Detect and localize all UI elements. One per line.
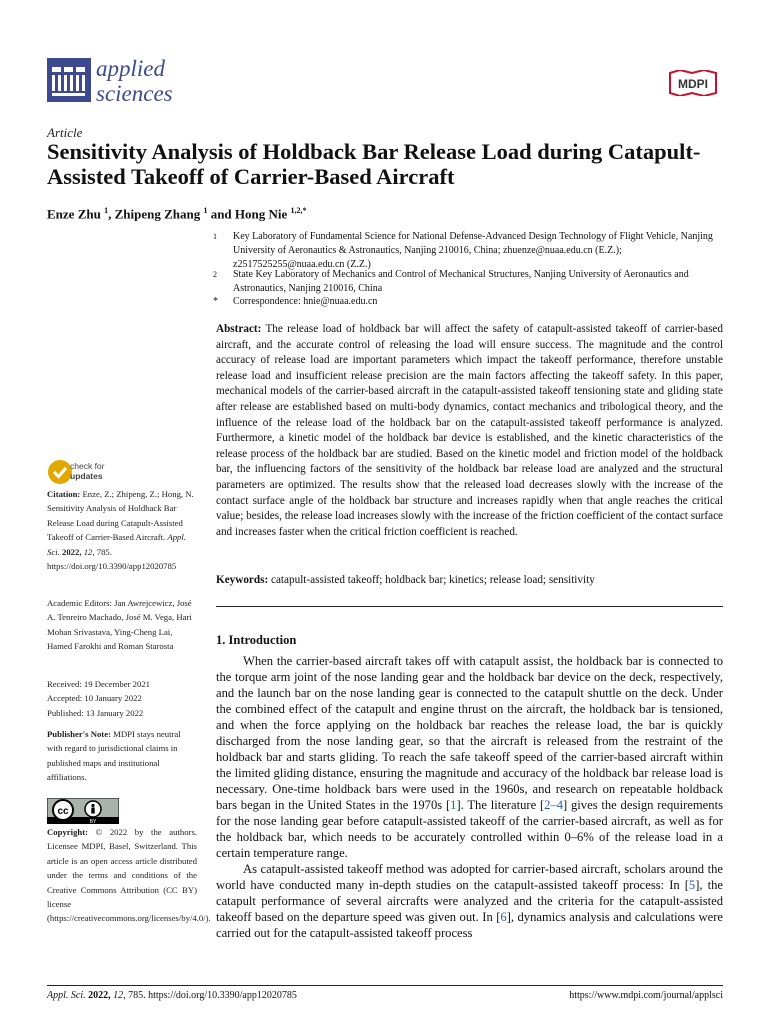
mdpi-logo-icon <box>666 70 720 96</box>
author-name: Hong Nie <box>234 206 288 222</box>
svg-text:BY: BY <box>89 819 97 824</box>
affiliation-2 <box>213 268 733 296</box>
citation-link[interactable]: 2–4 <box>544 798 564 812</box>
copyright <box>47 825 211 926</box>
abstract-text: The release load of holdback bar will affect the safety of catapult-assisted takeoff of carrier-based aircraft, and the accurate control of releasing the load will ensure success. The magnitude and the control accuracy of release load are important parameters which impact the takeoff performance, therefore unstable release load and insufficient release precision are the main factors affecting the takeoff safety. In this paper, mechanical models of the carrier-based aircraft in the catapult-assisted takeoff tensioning state and gliding state after release are established based on multi-body dynamics, contact mechanics and tribological theory, and the influence of the release load of the holdback bar on the catapult-assisted takeoff performance is analyzed. Furthermore, a kinetic model of the holdback bar device is established, and the kinetic characteristics of the release process of the holdback bar are studied. Based on the kinetic model and friction model of the holdback bar, the influencing factors of the sensitivity of the holdback bar release load are analyzed and the structural parameters are optimized. The results show that the released load decreases slowly with the increase of the contact surface angle of the holdback bar structure and increases rapidly when that angle reaches the critical value; besides, the release load increases slowly with the increase of the friction coefficient of the contact surface and increases faster when the critical friction coefficient is reached. <box>216 323 723 538</box>
svg-text:MDPI: MDPI <box>678 77 708 91</box>
paragraph-text: When the carrier-based aircraft takes off with catapult assist, the holdback bar is connected to the torque arm joint of the nose landing gear and the holdback bar device on the deck, respectively, and the launch bar on the nose landing gear is connected to the catapult shuttle on the deck. Under the combined effect of the catapult and engine thrust on the aircraft, the holdback bar is tensioned, and when the force applying on the holdback bar reaches the release load, the bar is quickly discharged from the nose landing gear, so that the aircraft is released from the restraint of the holdback bar and starts gliding. To reach the safe takeoff speed of the carrier-based aircraft within the limited gliding distance, ensuring the magnitude and accuracy of the holdback bar release load is necessary. One-time holdback bars were used in the 1960s, and research on repeatable holdback bars began in the United States in the 1970s [ <box>216 654 723 812</box>
paragraph-text: As catapult-assisted takeoff method was adopted for carrier-based aircraft, scholars around the world have conducted many in-depth studies on the catapult-assisted takeoff process: In [ <box>216 862 723 892</box>
received-date: Received: 19 December 2021 <box>47 679 151 689</box>
author-affiliation-mark: 1,2,* <box>290 206 307 215</box>
intro-paragraph-2 <box>216 861 723 941</box>
paragraph-text: ] gives the design requirements for the nose landing gear before catapult-assisted takeoff of the carrier-based aircraft, as well as for the holdback bar, which needs to be accurately controlled within 0–6% of the release load in a certain temperature range. <box>216 798 723 860</box>
check-for-updates-button[interactable] <box>47 459 167 487</box>
footer-citation <box>47 990 297 1001</box>
paragraph-text: ], the catapult performance of several aircrafts were analyzed and the criteria for the catapult-assisted takeoff based on the departure speed was given out. In [ <box>216 878 723 924</box>
paragraph-text: ], dynamics analysis and calculations were carried out for the catapult-assisted takeoff process <box>216 910 723 940</box>
author-name: Enze Zhu <box>47 206 101 222</box>
citation-volume: 12, <box>83 546 95 557</box>
author-list: Enze Zhu $^1$, Zhipeng Zhang $^1$ and Hong Nie $^{1,2,*}$ <box>47 206 307 222</box>
author-name: Zhipeng Zhang <box>114 206 201 222</box>
citation <box>47 487 197 573</box>
affiliation-text: Key Laboratory of Fundamental Science for National Defense-Advanced Design Technology of Flight Vehicle, Nanjing University of Aeronautics & Astronautics, Nanjing 210016, China; zhuenze@nuaa.edu.cn (E.Z.); z2517525255@nuaa.edu.cn (Z.Z.) <box>233 231 713 270</box>
publication-dates <box>47 677 197 720</box>
affiliation-mark: * <box>213 296 218 307</box>
affiliation-text: State Key Laboratory of Mechanics and Control of Mechanical Structures, Nanjing University of Aeronautics and Astronautics, Nanjing 210016, China <box>233 269 689 294</box>
citation-journal: Appl. Sci. <box>47 532 186 557</box>
affiliation-mark: 2 <box>213 270 217 279</box>
affiliation-mark: 1 <box>213 232 217 241</box>
footer-year: 2022, <box>88 990 111 1001</box>
affiliation-correspondence <box>213 295 733 309</box>
divider <box>216 606 723 607</box>
citation-label: Citation: <box>47 489 81 499</box>
published-date: Published: 13 January 2022 <box>47 707 144 718</box>
intro-paragraph-1 <box>216 653 723 861</box>
author-affiliation-mark: 1 <box>104 206 109 215</box>
footer-doi[interactable]: 785. https://doi.org/10.3390/app12020785 <box>128 990 297 1001</box>
publisher-note-text: MDPI stays neutral with regard to jurisdictional claims in published maps and institutional affiliations. <box>47 729 181 783</box>
footer-divider <box>47 985 723 986</box>
author-affiliation-mark: 1 <box>203 206 208 215</box>
journal-name <box>96 56 173 106</box>
journal-logo-icon <box>47 58 91 102</box>
affiliation-text: Correspondence: hnie@nuaa.edu.cn <box>233 296 378 307</box>
copyright-label: Copyright: <box>47 827 89 837</box>
affiliation-1 <box>213 230 733 272</box>
abstract-label: Abstract: <box>216 323 262 335</box>
keywords-text: catapult-assisted takeoff; holdback bar; kinetics; release load; sensitivity <box>271 574 595 586</box>
accepted-date: Accepted: 10 January 2022 <box>47 693 142 704</box>
keywords <box>216 573 723 588</box>
footer-volume: 12, <box>113 990 126 1001</box>
paragraph-text: ]. The literature [ <box>456 798 545 812</box>
citation-doi[interactable]: 785. https://doi.org/10.3390/app12020785 <box>47 546 177 572</box>
footer-journal-url[interactable]: https://www.mdpi.com/journal/applsci <box>569 990 723 1001</box>
journal-name-line1: applied <box>96 56 165 81</box>
citation-year: 2022, <box>61 546 82 557</box>
publisher-note <box>47 727 197 785</box>
publisher-note-label: Publisher's Note: <box>47 729 111 739</box>
footer-journal: Appl. Sci. <box>47 990 86 1001</box>
citation-link[interactable]: 1 <box>450 798 457 812</box>
citation-text: Enze, Z.; Zhipeng, Z.; Hong, N. Sensitivity Analysis of Holdback Bar Release Load during Catapult-Assisted Takeoff of Carrier-Based Aircraft. <box>47 489 194 543</box>
intro-body <box>216 653 723 941</box>
keywords-label: Keywords: <box>216 574 269 586</box>
check-updates-line2: updates <box>70 471 103 481</box>
check-updates-line1: check for <box>70 461 105 471</box>
cc-by-license-icon[interactable] <box>47 798 119 824</box>
abstract <box>216 322 723 540</box>
journal-name-line2: sciences <box>96 81 173 106</box>
section-heading: 1. Introduction <box>216 633 297 647</box>
article-type: Article <box>47 125 83 140</box>
paper-title: Sensitivity Analysis of Holdback Bar Release Load during Catapult-Assisted Takeoff of Carrier-Based Aircraft <box>47 139 701 189</box>
copyright-text: © 2022 by the authors. Licensee MDPI, Basel, Switzerland. This article is an open access article distributed under the terms and conditions of the Creative Commons Attribution (CC BY) license (https://creativecommons.org/licenses/by/4.0/). <box>47 827 211 924</box>
citation-link[interactable]: 5 <box>688 878 696 892</box>
svg-text:cc: cc <box>57 806 69 817</box>
academic-editors: Academic Editors: Jan Awrejcewicz, José A. Tenreiro Machado, José M. Vega, Hari Mohan Srivastava, Ying-Cheng Lai, Hamed Farokhi and Roman Starosta <box>47 598 192 652</box>
citation-link[interactable]: 6 <box>500 910 507 924</box>
